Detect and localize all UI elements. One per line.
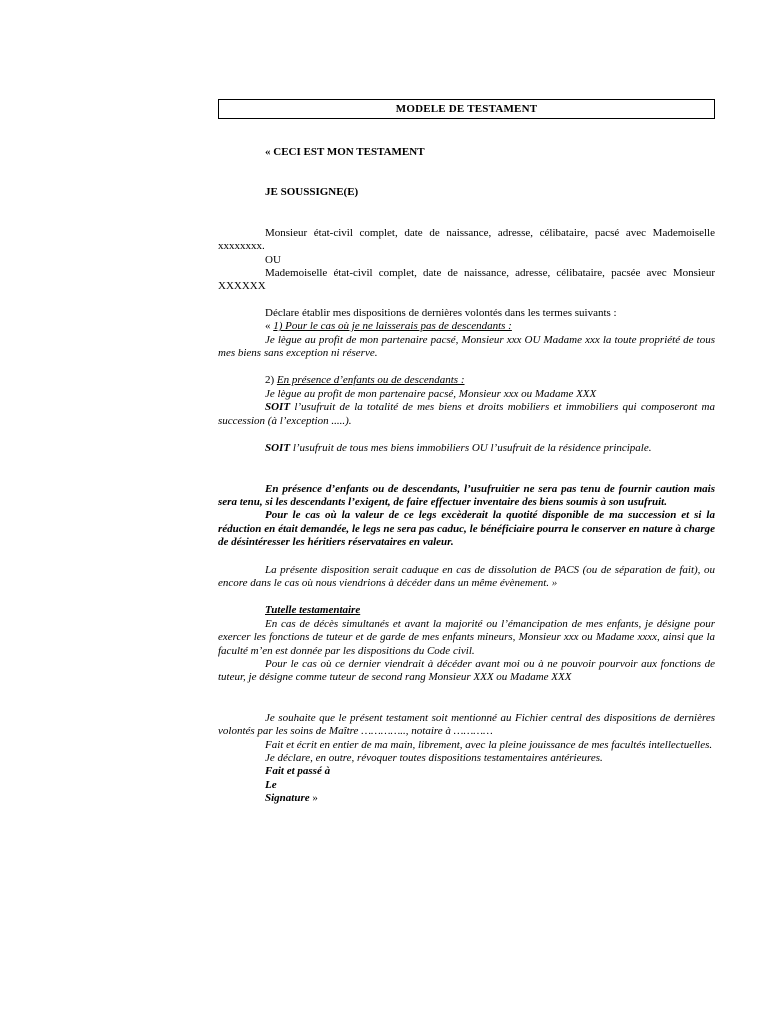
handwritten-paragraph: Fait et écrit en entier de ma main, librement, avec la pleine jouissance de mes facultés intellectuelles.: [265, 738, 713, 751]
pacs-dissolution-clause: La présente disposition serait caduque en cas de dissolution de PACS (ou de séparation de fait), ou encore dans le cas où nous viendrions à décéder dans un même évènement. »: [218, 563, 715, 589]
soussigne-heading: JE SOUSSIGNE(E): [265, 186, 359, 199]
signature-line: [218, 792, 715, 805]
case2-option2: [218, 442, 715, 455]
case2-heading: En présence d’enfants ou de descendants :: [276, 374, 465, 387]
tutelle-paragraph2: Pour le cas où ce dernier viendrait à décéder avant moi ou à ne pouvoir pourvoir aux fonctions de tuteur, je désigne comme tuteur de second rang Monsieur XXX ou Madame XXX: [218, 657, 715, 684]
case1-text: Je lègue au profit de mon partenaire pacsé, Monsieur xxx OU Madame xxx la toute propriété de tous mes biens sans exception ni réserve.: [218, 333, 715, 360]
option1-text: l’usufruit de la totalité de mes biens et droits mobiliers et immobiliers qui composeront ma succession (à l’exception .....).: [218, 401, 715, 427]
open-quote: «: [265, 320, 274, 333]
testament-heading: « CECI EST MON TESTAMENT: [265, 146, 425, 158]
identity-or: OU: [265, 253, 281, 266]
declaration-intro: Déclare établir mes dispositions de dernières volontés dans les termes suivants :: [265, 306, 617, 319]
closing-quote: »: [309, 792, 318, 805]
signature-label: Signature: [265, 792, 310, 805]
case2-option1: [218, 401, 715, 428]
date-line: Le: [265, 778, 277, 791]
revocation-paragraph: Je déclare, en outre, révoquer toutes dispositions testamentaires antérieures.: [265, 752, 603, 764]
document-body: [218, 99, 715, 806]
tutelle-heading: Tutelle testamentaire: [265, 604, 361, 617]
identity-mademoiselle: Mademoiselle état-civil complet, date de naissance, adresse, célibataire, pacsée avec Monsieur XXXXXX: [218, 267, 715, 293]
place-line: Fait et passé à: [265, 765, 331, 778]
soit-label: SOIT: [265, 401, 291, 414]
identity-monsieur: Monsieur état-civil complet, date de naissance, adresse, célibataire, pacsé avec Mademoiselle xxxxxxxx.: [218, 226, 715, 253]
case2-number: 2): [265, 374, 277, 387]
document-title: MODELE DE TESTAMENT: [218, 99, 715, 119]
case2-text: Je lègue au profit de mon partenaire pacsé, Monsieur xxx ou Madame XXX: [265, 387, 597, 400]
soit-label: SOIT: [265, 442, 291, 455]
tutelle-paragraph1: En cas de décès simultanés et avant la majorité ou l’émancipation de mes enfants, je désigne pour exercer les fonctions de tuteur et de garde de mes enfants mineurs, Monsieur xxx ou Madame xxxx, ainsi que la faculté m’en est donnée par les dispositions du Code civil.: [218, 617, 715, 657]
option2-text: l’usufruit de tous mes biens immobiliers OU l’usufruit de la résidence principale.: [290, 442, 652, 455]
disposable-quota-clause: Pour le cas où la valeur de ce legs excèderait la quotité disponible de ma succession et si la réduction en était demandée, le legs ne sera pas caduc, le bénéficiaire pourra le conserver en nature à charge de désintéresser les héritiers réservataires en valeur.: [218, 509, 715, 549]
usufruct-caution-clause: En présence d’enfants ou de descendants, l’usufruitier ne sera pas tenu de fournir caution mais sera tenu, si les descendants l’exigent, de faire effectuer inventaire des biens soumis à son usufruit.: [218, 482, 715, 508]
case2-heading-line: [218, 374, 715, 387]
fichier-central-paragraph: Je souhaite que le présent testament soit mentionné au Fichier central des dispositions de dernières volontés par les soins de Maître ………….., notaire à …………: [218, 711, 715, 738]
case1-heading-line: [218, 320, 715, 333]
case1-heading: 1) Pour le cas où je ne laisserais pas de descendants :: [273, 320, 512, 333]
